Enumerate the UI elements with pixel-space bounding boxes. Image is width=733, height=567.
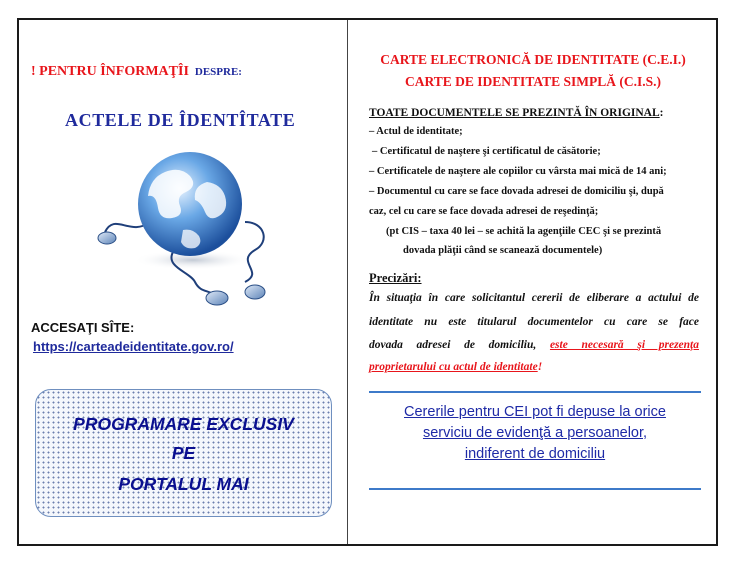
info-despre: DESPRE: — [194, 66, 242, 78]
programare-line2: PE — [171, 443, 196, 463]
cereri-line: Cererile pentru CEI pot fi depuse la orice — [404, 404, 666, 420]
document-item: – Certificatul de naştere şi certificatul de căsătorie; — [372, 146, 601, 157]
precizari-emphasis: este necesară şi prezenţa — [549, 339, 699, 351]
info-prefix: ! PENTRU ÎNFORMAŢÎI — [31, 64, 189, 79]
site-link[interactable]: https://carteadeidentitate.gov.ro/ — [33, 339, 234, 354]
precizari-line — [369, 339, 699, 351]
document-item: – Actul de identitate; — [369, 126, 463, 137]
programare-box — [35, 389, 332, 517]
cereri-line: serviciu de evidenţă a persoanelor, — [422, 425, 648, 441]
document-item: (pt CIS – taxa 40 lei – se achită la agenţiile CEC şi se prezintă — [386, 226, 662, 237]
programare-line3: PORTALUL MAI — [118, 474, 249, 494]
document-item: – Documentul cu care se face dovada adresei de domiciliu şi, după — [369, 186, 664, 197]
column-divider — [347, 20, 348, 544]
cis-title: CARTE DE IDENTITATE SIMPLĂ (C.I.S.) — [405, 74, 661, 89]
globe-network-image — [95, 142, 275, 312]
info-heading — [31, 64, 242, 80]
document-item: – Certificatele de naştere ale copiilor cu vârsta mai mică de 14 ani; — [369, 166, 667, 177]
document-item: dovada plăţii când se scanează documentele) — [403, 245, 603, 256]
cereri-line: indiferent de domiciliu — [464, 446, 606, 462]
rule-top — [369, 391, 701, 393]
rule-bottom — [369, 488, 701, 490]
acte-title: ACTELE DE ÎDENTÎTATE — [65, 110, 296, 130]
globe-icon — [95, 142, 275, 312]
cei-title: CARTE ELECTRONICĂ DE IDENTITATE (C.E.I.) — [380, 52, 686, 67]
document-item: caz, cel cu care se face dovada adresei de reşedinţă; — [369, 206, 599, 217]
documents-heading-text: TOATE DOCUMENTELE SE PREZINTĂ ÎN ORIGINAL — [369, 107, 660, 119]
programare-line1: PROGRAMARE EXCLUSIV — [73, 414, 294, 434]
documents-heading — [369, 107, 664, 119]
precizari-text: dovada adresei de domiciliu, — [369, 339, 550, 351]
documents-heading-colon: : — [659, 107, 664, 119]
precizari-emphasis: proprietarului cu actul de identitate — [369, 361, 538, 373]
precizari-line: În situaţia în care solicitantul cererii de eliberare a actului de — [369, 292, 699, 304]
precizari-line: identitate nu este titularul documentelor cu care se face — [369, 316, 699, 328]
precizari-heading: Precizări: — [369, 271, 422, 285]
precizari-exclamation: ! — [537, 361, 543, 373]
access-site-label: ACCESAŢI SÎTE: — [31, 320, 135, 335]
precizari-line — [369, 361, 699, 373]
